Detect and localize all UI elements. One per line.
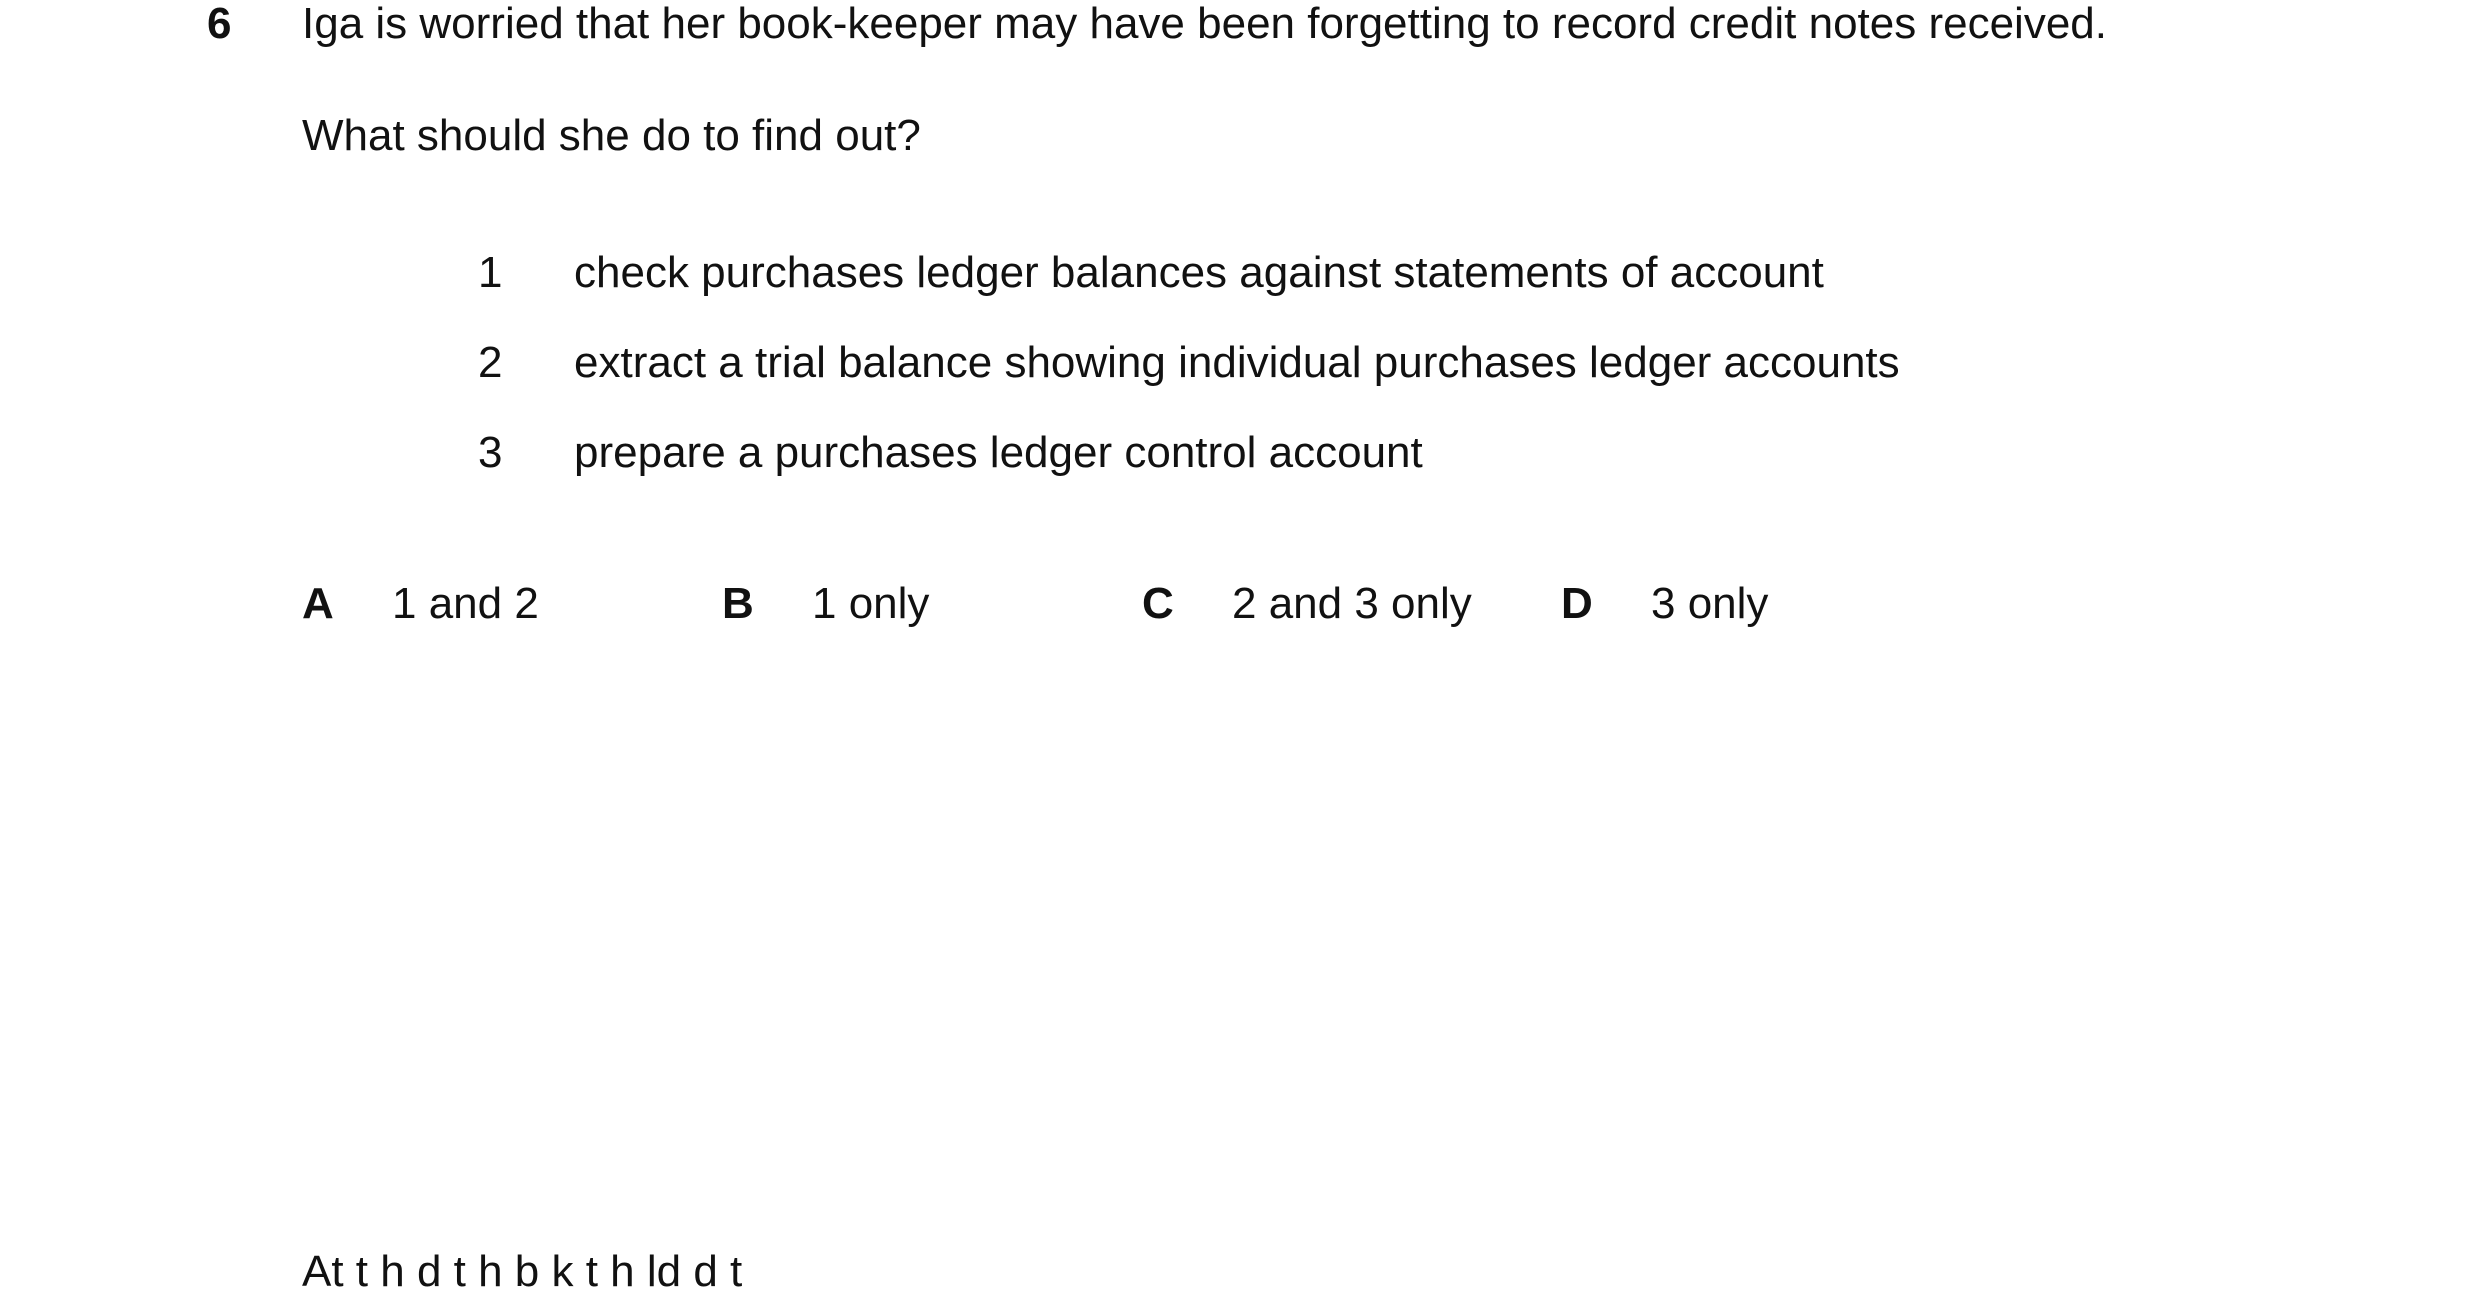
answer-text: 1 and 2 [392, 579, 539, 628]
answer-letter: B [722, 579, 754, 628]
question-stem: Iga is worried that her book-keeper may have been forgetting to record credit notes received. [302, 0, 2107, 48]
answer-choices [0, 579, 2481, 642]
statement-number: 1 [478, 248, 503, 297]
question-number: 6 [207, 0, 232, 48]
answer-letter: A [302, 579, 334, 628]
answer-letter: C [1142, 579, 1174, 628]
answer-text: 3 only [1651, 579, 1769, 628]
answer-letter: D [1561, 579, 1593, 628]
statement-number: 2 [478, 338, 503, 387]
statement-number: 3 [478, 428, 503, 477]
statement-text: prepare a purchases ledger control account [574, 428, 1423, 477]
statement-text: check purchases ledger balances against statements of account [574, 248, 1824, 297]
statement-text: extract a trial balance showing individual purchases ledger accounts [574, 338, 1900, 387]
next-question-fragment: At t h d t h b k t h ld d t [302, 1247, 743, 1296]
answer-text: 2 and 3 only [1232, 579, 1472, 628]
question-prompt: What should she do to find out? [302, 111, 921, 160]
answer-text: 1 only [812, 579, 930, 628]
